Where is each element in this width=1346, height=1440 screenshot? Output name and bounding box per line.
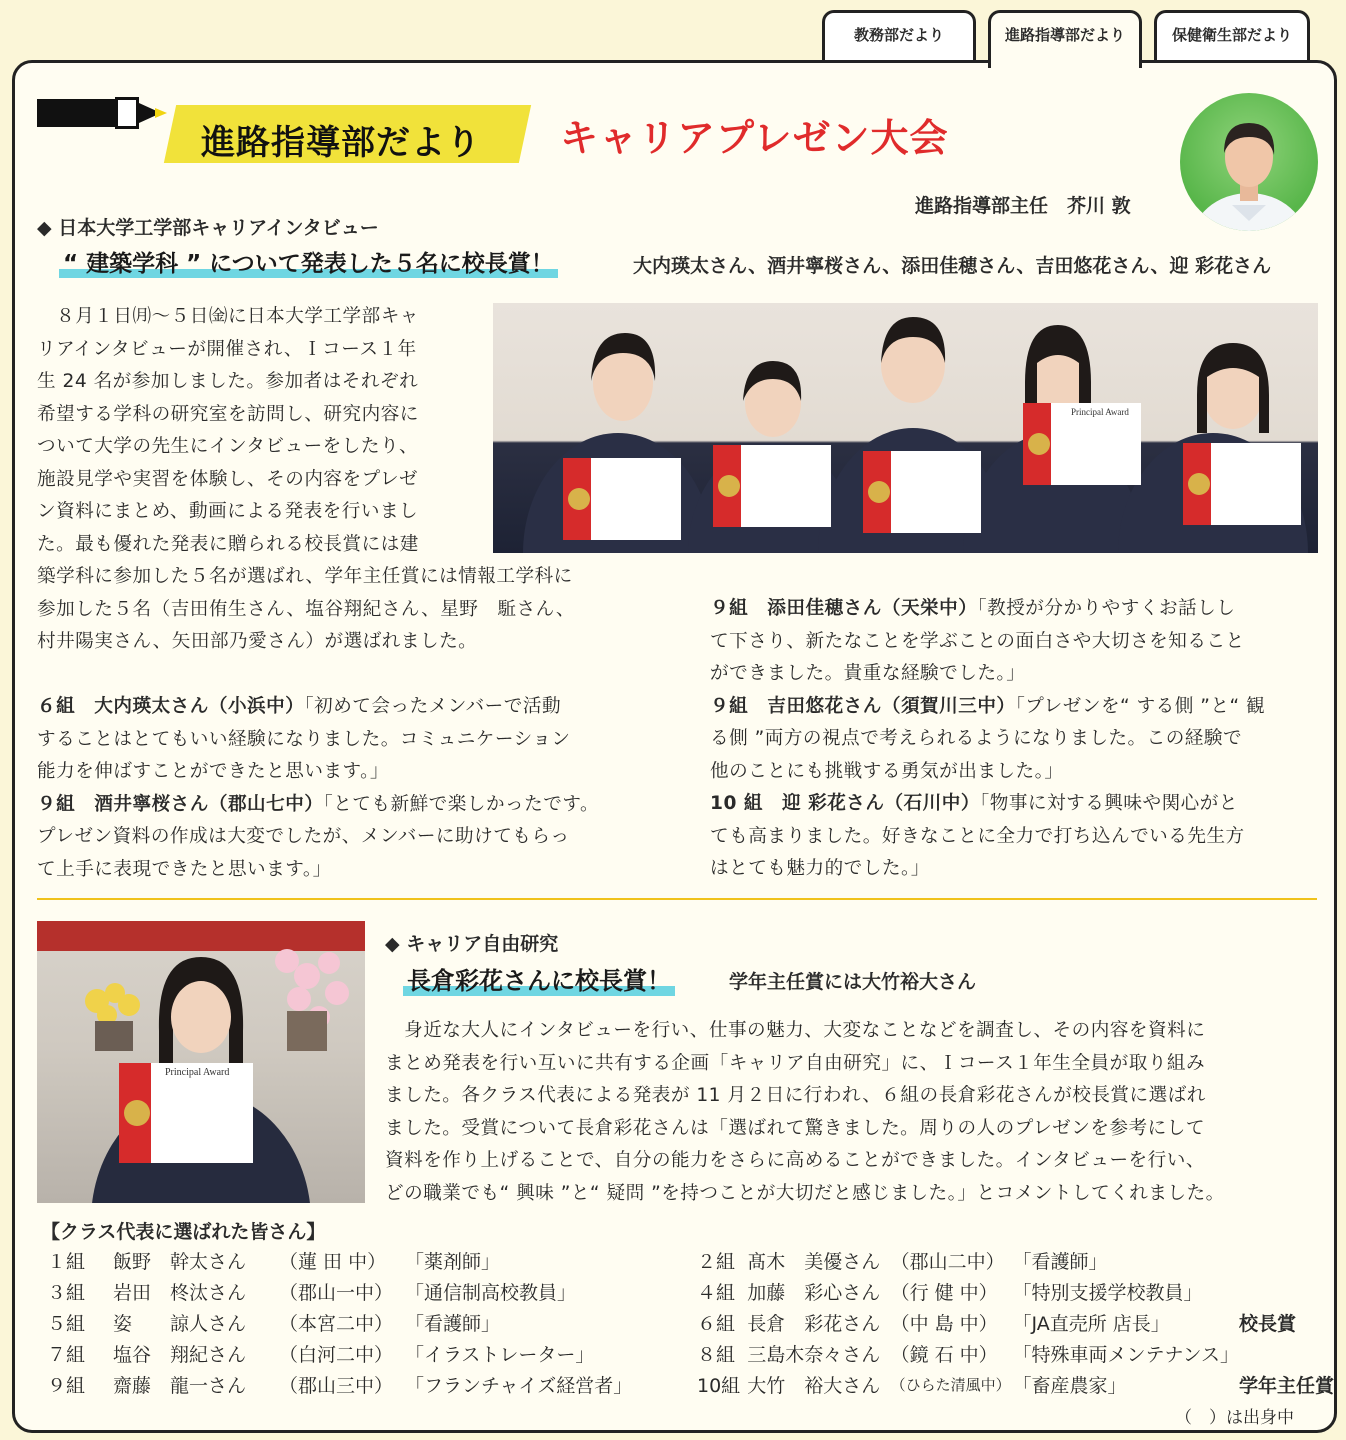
comment-text: 「教授が分かりやすくお話しし bbox=[977, 598, 1236, 619]
comment-text: ても高まりました。好きなことに全力で打ち込んでいる先生方 bbox=[710, 825, 1245, 847]
comment-text: 「物事に対する興味や関心がと bbox=[979, 793, 1238, 814]
author-avatar bbox=[1180, 93, 1318, 231]
table-row: ９組 齋藤 龍一さん （郡山三中） 「フランチャイズ経営者」 bbox=[47, 1375, 633, 1397]
body-line: ン資料にまとめ、動画による発表を行いまし bbox=[37, 501, 419, 522]
body-line: 身近な大人にインタビューを行い、仕事の魅力、大変なことなどを調査し、その内容を資料に bbox=[385, 1020, 1206, 1041]
comment-item bbox=[37, 691, 687, 724]
section2-subhead: 学年主任賞には大竹裕大さん bbox=[729, 971, 977, 993]
tab-health[interactable]: 保健衛生部だより bbox=[1154, 10, 1310, 62]
section1-heading: ◆ 日本大学工学部キャリアインタビュー bbox=[37, 217, 379, 239]
author-name: 進路指導部主任 芥川 敦 bbox=[915, 195, 1131, 217]
body-line: どの職業でも“ 興味 ”と“ 疑問 ”を持つことが大切だと感じました。」とコメントしてくれました。 bbox=[385, 1182, 1225, 1204]
comment-text: 能力を伸ばすことができたと思います。」 bbox=[37, 761, 389, 782]
comments-left bbox=[37, 691, 687, 886]
body-line: 村井陽実さん、矢田部乃愛さん）が選ばれました。 bbox=[37, 631, 478, 652]
comment-text: 「プレゼンを“ する側 ”と“ 観 bbox=[1015, 695, 1266, 717]
group-award-photo bbox=[493, 303, 1318, 553]
table-row: ７組 塩谷 翔紀さん （白河二中） 「イラストレーター」 bbox=[47, 1344, 595, 1366]
section1-body-cont bbox=[37, 561, 677, 659]
section2-headline: 長倉彩花さんに校長賞！ bbox=[403, 961, 675, 996]
reps-table-right bbox=[697, 1245, 1334, 1400]
body-line: ついて大学の先生にインタビューをしたり、 bbox=[37, 436, 419, 457]
comment-text: はとても魅力的でした。」 bbox=[710, 858, 930, 879]
dept-banner: 進路指導部だより bbox=[201, 123, 481, 163]
newsletter-panel bbox=[12, 60, 1337, 1433]
comment-author: ９組 添田佳穂さん（天栄中） bbox=[710, 598, 978, 619]
section1-headline: “ 建築学科 ” について発表した５名に校長賞！ bbox=[59, 245, 558, 278]
comment-item bbox=[710, 593, 1330, 626]
comment-text: 他のことにも挑戦する勇気が出ました。」 bbox=[710, 760, 1064, 782]
comment-item bbox=[710, 691, 1330, 724]
table-row: ２組 髙木 美優さん （郡山二中） 「看護師」 bbox=[697, 1251, 1108, 1273]
comment-item bbox=[37, 789, 687, 822]
tab-career-guidance[interactable]: 進路指導部だより bbox=[988, 10, 1142, 68]
comment-text: 「初めて会ったメンバーで活動 bbox=[304, 696, 562, 717]
body-line: リアインタビューが開催され、Ｉコース１年 bbox=[37, 338, 417, 360]
footnote: （ ）は出身中 bbox=[1175, 1408, 1294, 1428]
comment-text: て下さり、新たなことを学ぶことの面白さや大切さを知ること bbox=[710, 630, 1245, 652]
section2-heading: ◆ キャリア自由研究 bbox=[385, 933, 559, 955]
body-line: 施設見学や実習を体験し、その内容をプレゼ bbox=[37, 468, 419, 490]
comment-text: することはとてもいい経験になりました。コミュニケーション bbox=[37, 728, 571, 750]
table-row: １組 飯野 幹太さん （蓮 田 中） 「薬剤師」 bbox=[47, 1251, 501, 1273]
section1-names: 大内瑛太さん、酒井寧桜さん、添田佳穂さん、吉田悠花さん、迎 彩花さん bbox=[633, 255, 1272, 277]
certificate-label: Principal Award bbox=[1071, 407, 1129, 417]
comment-author: 10 組 迎 彩花さん（石川中） bbox=[710, 793, 980, 814]
table-row: ４組 加藤 彩心さん （行 健 中） 「特別支援学校教員」 bbox=[697, 1282, 1203, 1304]
comment-author: ６組 大内瑛太さん（小浜中） bbox=[37, 696, 305, 717]
body-line: ８月１日㈪～５日㈮に日本大学工学部キャ bbox=[37, 306, 419, 327]
comment-text: て上手に表現できたと思います。」 bbox=[37, 858, 332, 880]
certificate-label: Principal Award bbox=[165, 1067, 230, 1078]
body-line: 築学科に参加した５名が選ばれ、学年主任賞には情報工学科に bbox=[37, 566, 573, 587]
table-row: ６組 長倉 彩花さん （中 島 中） 「JA直売所 店長」 校長賞 bbox=[697, 1313, 1296, 1335]
page-title: キャリアプレゼン大会 bbox=[560, 116, 949, 160]
section2-body bbox=[385, 1015, 1330, 1210]
comment-author: ９組 吉田悠花さん（須賀川三中） bbox=[710, 695, 1016, 717]
body-line: まとめ発表を行い互いに共有する企画「キャリア自由研究」に、Ｉコース１年生全員が取り組み bbox=[385, 1052, 1206, 1074]
comment-text: プレゼン資料の作成は大変でしたが、メンバーに助けてもらっ bbox=[37, 826, 570, 847]
single-award-photo bbox=[37, 921, 365, 1203]
comment-text: る側 ”両方の視点で考えられるようになりました。この経験で bbox=[710, 728, 1243, 749]
table-row: ５組 姿 諒人さん （本宮二中） 「看護師」 bbox=[47, 1313, 501, 1335]
body-line: 生 24 名が参加しました。参加者はそれぞれ bbox=[37, 371, 419, 392]
body-line: た。最も優れた発表に贈られる校長賞には建 bbox=[37, 533, 419, 555]
reps-table-left bbox=[47, 1245, 632, 1400]
body-line: ました。各クラス代表による発表が 11 月２日に行われ、６組の長倉彩花さんが校長賞に選ばれ bbox=[385, 1085, 1206, 1106]
comments-right bbox=[710, 593, 1330, 886]
body-line: ました。受賞について長倉彩花さんは「選ばれて驚きました。周りの人のプレゼンを参考にして bbox=[385, 1117, 1205, 1139]
section-divider bbox=[37, 898, 1317, 900]
body-line: 参加した５名（吉田侑生さん、塩谷翔紀さん、星野 駈さん、 bbox=[37, 598, 575, 620]
comment-text: 「とても新鮮で楽しかったです。 bbox=[323, 793, 600, 815]
table-row: 10組 大竹 裕大さん （ひらた清風中） 「畜産農家」 学年主任賞 bbox=[697, 1375, 1334, 1397]
body-line: 資料を作り上げることで、自分の能力をさらに高めることができました。インタビューを行い、 bbox=[385, 1150, 1205, 1171]
reps-list-title: 【クラス代表に選ばれた皆さん】 bbox=[41, 1221, 326, 1243]
table-row: ８組 三島木奈々さん （鏡 石 中） 「特殊車両メンテナンス」 bbox=[697, 1344, 1239, 1366]
comment-author: ９組 酒井寧桜さん（郡山七中） bbox=[37, 793, 324, 815]
comment-text: ができました。貴重な経験でした。」 bbox=[710, 663, 1026, 684]
section1-body bbox=[37, 301, 497, 561]
tab-academic-affairs[interactable]: 教務部だより bbox=[822, 10, 976, 62]
body-line: 希望する学科の研究室を訪問し、研究内容に bbox=[37, 403, 419, 425]
comment-item bbox=[710, 788, 1330, 821]
table-row: ３組 岩田 柊汰さん （郡山一中） 「通信制高校教員」 bbox=[47, 1282, 577, 1304]
